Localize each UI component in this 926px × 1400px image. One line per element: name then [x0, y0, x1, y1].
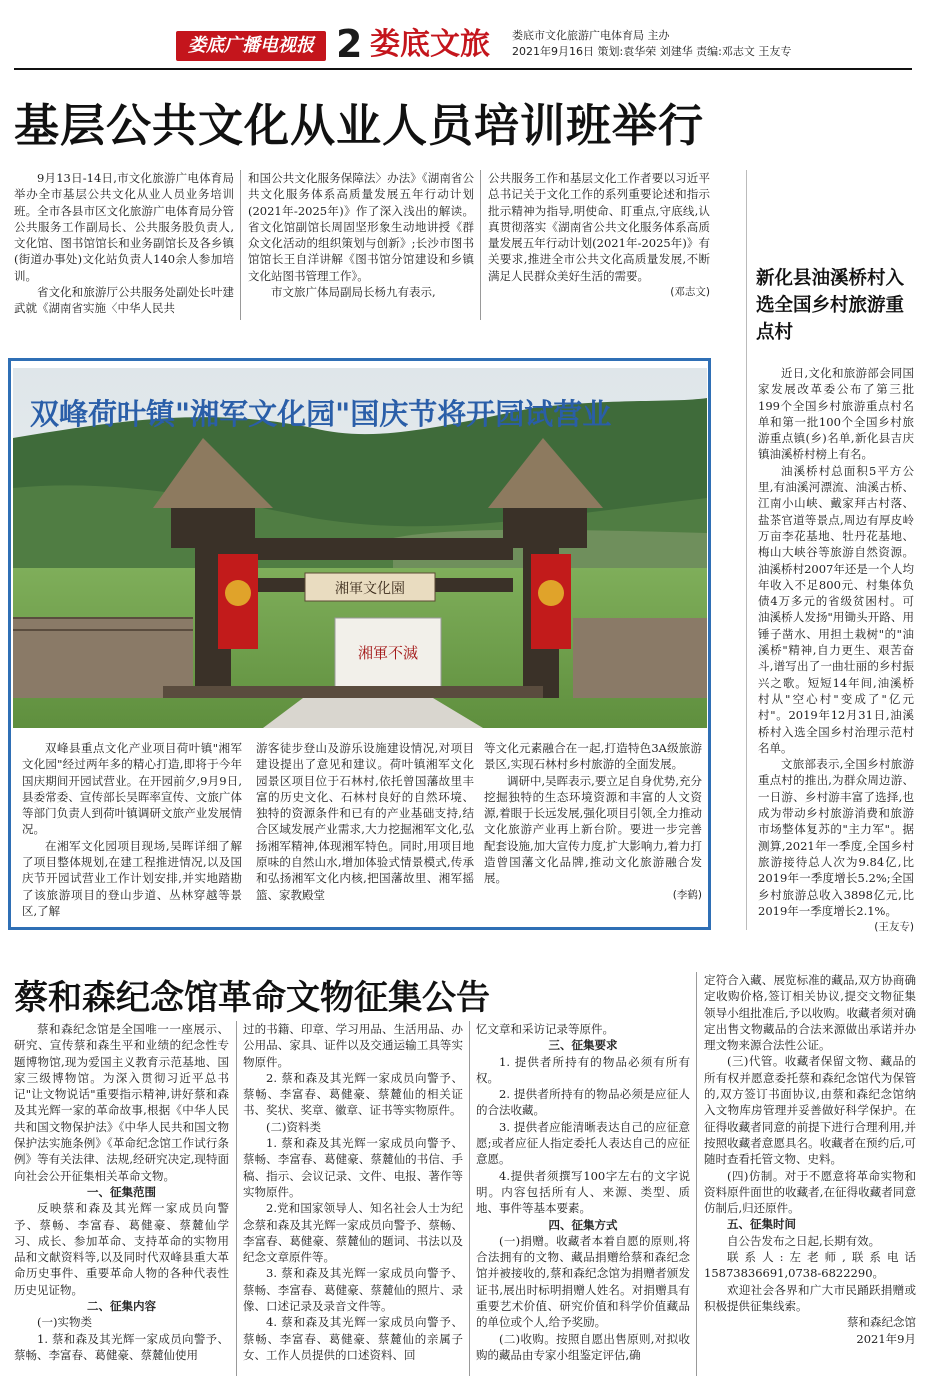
- paragraph: 在湘军文化园项目现场,吴晖详细了解了项目整体规划,在建工程推进情况,以及国庆节开园试营业工作计划安排,并实地踏勘了该旅游项目的登山步道、丛林穿越等景区,了解: [22, 838, 242, 918]
- paragraph: 2. 提供者所持有的物品必须是应征人的合法收藏。: [476, 1087, 690, 1118]
- article-headline-park: 双峰荷叶镇"湘军文化园"国庆节将开园试营业: [30, 397, 612, 431]
- signature-org: 蔡和森纪念馆: [847, 1315, 916, 1330]
- paragraph: 定符合入藏、展览标准的藏品,双方协商确定收购价格,签订相关协议,提交文物征集领导小组批准后,予以收购。收藏者须对确定出售文物藏品的合法来源做出承诺并办理文物来源合法性公证。: [704, 973, 916, 1053]
- paragraph: 1. 提供者所持有的物品必须有所有权。: [476, 1054, 690, 1085]
- paragraph: 4.提供者须撰写100字左右的文字说明。内容包括所有人、来源、类型、质地、事件等基本要素。: [476, 1168, 690, 1216]
- page-number: 2: [336, 22, 363, 66]
- article-headline-village: 新化县油溪桥村入选全国乡村旅游重点村: [756, 268, 905, 343]
- paragraph: 市文旅广体局副局长杨九有表示,: [271, 285, 436, 300]
- paragraph: 反映蔡和森及其光辉一家成员向警予、蔡畅、李富春、葛健豪、蔡麓仙学习、成长、参加革命、支持革命的实物用品和文献资料等,以及同时代双峰县重大革命历史事件、重要革命人物的各种代表性历史见证物。: [14, 1201, 229, 1297]
- article-park-col1: [22, 740, 242, 919]
- article-training-col3: [488, 170, 710, 300]
- byline: (王友专): [874, 921, 914, 934]
- article-headline-training: 基层公共文化从业人员培训班举行: [14, 99, 705, 152]
- paragraph: (四)仿制。对于不愿意将革命实物和资料原件面世的收藏者,在征得收藏者同意仿制后,归还原件。: [704, 1168, 916, 1216]
- paragraph: 1. 蔡和森及其光辉一家成员向警予、蔡畅、李富春、葛健豪、蔡麓仙的书信、手稿、指示、会议记录、文件、电报、著作等实物原件。: [243, 1136, 463, 1199]
- signature-date: 2021年9月: [856, 1331, 916, 1346]
- masthead-meta: [512, 28, 791, 60]
- paragraph: (三)代管。收藏者保留文物、藏品的所有权并愿意委托蔡和森纪念馆代为保管的,双方签订书面协议,由蔡和森纪念馆纳入文物库房管理并妥善做好科学保护。在征得收藏者同意的前提下进行合理利用,并按照收藏者意愿具名。收藏者在预约后,可随时查看托管文物、史料。: [704, 1054, 916, 1167]
- newspaper-name: 娄底广播电视报: [176, 31, 326, 61]
- paragraph: 4. 蔡和森及其光辉一家成员向警予、蔡畅、李富春、葛健豪、蔡麓仙的亲属子女、工作人员提供的口述资料、回: [243, 1315, 463, 1362]
- paragraph: 文旅部表示,全国乡村旅游重点村的推出,为群众周边游、一日游、乡村游丰富了选择,也成为带动乡村旅游消费和旅游市场整体复苏的"主力军"。据测算,2021年一季度,全国乡村旅游接待总人次为9.84亿,比2019年一季度增长5.2%;全国乡村旅游总收入3898亿元,比2019年一季度增长2.1%。: [758, 757, 914, 918]
- photo-sign-upper: 湘軍文化園: [335, 581, 405, 597]
- paragraph: (一)捐赠。收藏者本着自愿的原则,将合法拥有的文物、藏品捐赠给蔡和森纪念馆并被接收的,蔡和森纪念馆为捐赠者颁发证书,展出时标明捐赠人姓名。对捐赠具有重要艺术价值、研究价值和科学价值藏品的单位或个人,给予奖励。: [476, 1233, 690, 1330]
- column-divider: [746, 170, 747, 930]
- contact-info: 联系人:左老师,联系电话15873836691,0738-6822290。: [704, 1250, 916, 1281]
- section-heading: 五、征集时间: [727, 1217, 796, 1232]
- article-headline-museum: 蔡和森纪念馆革命文物征集公告: [14, 978, 490, 1018]
- paragraph: 3. 蔡和森及其光辉一家成员向警予、蔡畅、李富春、葛健豪、蔡麓仙的照片、录像、口述记录及录音文件等。: [243, 1266, 463, 1314]
- paragraph: 和国公共文化服务保障法〉办法》《湖南省公共文化服务体系高质量发展五年行动计划(2021年-2025年)》作了深入浅出的解读。省文化馆副馆长周固坚形象生动地讲授《群众文化活动的组织策划与创新》;长沙市图书馆馆长王自洋讲解《图书馆分馆建设和乡镇文化站图书管理工作》。: [248, 171, 474, 283]
- paragraph: 等文化元素融合在一起,打造特色3A级旅游景区,实现石林村乡村旅游的全面发展。: [484, 741, 702, 772]
- column-divider: [480, 170, 481, 320]
- paragraph: 2. 蔡和森及其光辉一家成员向警予、蔡畅、李富春、葛健豪、蔡麓仙的相关证书、奖状、奖章、徽章、证书等实物原件。: [243, 1070, 463, 1118]
- article-training-col1: [14, 170, 234, 317]
- article-museum-col3: [476, 1021, 690, 1363]
- column-divider: [240, 170, 241, 320]
- column-divider: [696, 972, 697, 1376]
- paragraph: 游客徒步登山及游乐设施建设情况,对项目建设提出了意见和建议。荷叶镇湘军文化园景区项目位于石林村,依托曾国藩故里丰富的历史文化、石林村良好的自然环境、独特的资源条件和已有的产业基础支持,结合区域发展产业需求,大力挖掘湘军文化,弘扬湘军精神,体现湘军特色。同时,用项目地原味的自然山水,增加体验式情景模式,传承和弘扬湘军文化内核,把国藩故里、湘军摇篮、家教殿堂: [256, 741, 474, 902]
- paragraph: 9月13日-14日,市文化旅游广电体育局举办全市基层公共文化从业人员业务培训班。全市各县市区文化旅游广电体育局分管公共服务工作副局长、公共服务股负责人,文化馆、图书馆馆长和业务副馆长及各乡镇(街道办事处)文化站负责人140余人参加培训。: [14, 171, 234, 283]
- column-divider: [469, 1021, 470, 1376]
- column-divider: [236, 1021, 237, 1376]
- paragraph: (一)实物类: [37, 1315, 92, 1330]
- paragraph: 双峰县重点文化产业项目荷叶镇"湘军文化园"经过两年多的精心打造,即将于今年国庆期间开园试营业。在开园前夕,9月9日,县委常委、宣传部长吴晖率宣传、文旅广体等部门负责人到荷叶镇调研文旅产业发展情况。: [22, 741, 242, 837]
- paragraph: 欢迎社会各界和广大市民踊跃捐赠或积极提供征集线索。: [704, 1282, 916, 1313]
- section-heading: 一、征集范围: [87, 1184, 156, 1199]
- photo-sign-lower: 湘軍不滅: [357, 644, 419, 662]
- paragraph: (二)收购。按照自愿出售原则,对拟收购的藏品由专家小组鉴定评估,确: [476, 1331, 690, 1362]
- article-museum-col2: [243, 1021, 463, 1363]
- article-training-col2: [248, 170, 474, 300]
- paragraph: 2.党和国家领导人、知名社会人士为纪念蔡和森及其光辉一家成员向警予、蔡畅、李富春、葛健豪、蔡麓仙的题词、书法以及纪念文章原件等。: [243, 1201, 463, 1265]
- paragraph: 油溪桥村总面积5平方公里,有油溪河漂流、油溪古桥、江南小山峡、戴家拜古村落、盐茶官道等景点,周边有厚皮岭万亩李花基地、牡丹花基地、梅山大峡谷等旅游自然资源。油溪桥村2007年还是一个人均年收入不足800元、村集体负债4万多元的省级贫困村。可油溪桥人发扬"用锄头开路、用锤子凿水、用担土栽树"的"油溪桥"精神,自力更生、艰苦奋斗,谱写出了一曲壮丽的乡村振兴之歌。短短14年间,油溪桥村从"空心村"变成了"亿元村"。2019年12月31日,油溪桥村入选全国乡村治理示范村名单。: [758, 463, 914, 755]
- byline: (李鹤): [672, 888, 702, 901]
- paragraph: 忆文章和采访记录等原件。: [476, 1022, 614, 1036]
- article-park-col3: [484, 740, 702, 903]
- article-village-body: [758, 365, 914, 935]
- masthead-date-editors: 2021年9月16日 策划:袁华荣 刘建华 责编:邓志文 王友专: [512, 45, 792, 58]
- section-heading: 二、征集内容: [87, 1299, 156, 1314]
- article-museum-col4: [704, 972, 916, 1347]
- section-heading: 四、征集方式: [548, 1217, 618, 1232]
- paragraph: (二)资料类: [266, 1119, 321, 1134]
- paragraph: 近日,文化和旅游部会同国家发展改革委公布了第三批199个全国乡村旅游重点村名单和第一批100个全国乡村旅游重点镇(乡)名单,新化县吉庆镇油溪桥村榜上有名。: [758, 366, 914, 462]
- paragraph: 3. 提供者应能清晰表达自己的应征意愿;或者应征人指定委托人表达自己的应征意愿。: [476, 1119, 690, 1167]
- paragraph: 1. 蔡和森及其光辉一家成员向警予、蔡畅、李富春、葛健豪、蔡麓仙使用: [14, 1331, 229, 1362]
- masthead-rule: [14, 68, 912, 70]
- paragraph: 蔡和森纪念馆是全国唯一一座展示、研究、宣传蔡和森生平和业绩的纪念性专题博物馆,现为爱国主义教育示范基地、国家三级博物馆。为深入贯彻习近平总书记"让文物说话"重要指示精神,讲好蔡和森及其光辉一家的革命故事,根据《中华人民共和国文物保护法》《中华人民共和国文物保护法实施条例》《革命纪念馆工作试行条例》等有关法律、法规,经研究决定,现特面向社会公开征集相关革命文物。: [14, 1022, 229, 1183]
- section-title: 娄底文旅: [370, 27, 490, 62]
- paragraph: 过的书籍、印章、学习用品、生活用品、办公用品、家具、证件以及交通运输工具等实物原件。: [243, 1022, 463, 1069]
- article-park-col2: [256, 740, 474, 903]
- paragraph: 调研中,吴晖表示,要立足自身优势,充分挖掘独特的生态环境资源和丰富的人文资源,着眼于长远发展,强化项目引领,全力推动文化旅游产业再上新台阶。要进一步完善配套设施,加大宣传力度,扩大影响力,着力打造曾国藩文化品牌,推动文化旅游融合发展。: [484, 773, 702, 886]
- byline: (邓志文): [670, 286, 710, 299]
- article-museum-col1: [14, 1021, 229, 1363]
- paragraph: 公共服务工作和基层文化工作者要以习近平总书记关于文化工作的系列重要论述和指示批示精神为指导,明使命、盯重点,守底线,认真贯彻落实《湖南省公共文化服务体系高质量发展五年行动计划(2021年-2025年)》有关要求,推进全市公共文化高质量发展,不断满足人民群众美好生活的需要。: [488, 171, 710, 283]
- paragraph: 省文化和旅游厅公共服务处副处长叶建武就《湖南省实施〈中华人民共: [14, 285, 234, 316]
- section-heading: 三、征集要求: [548, 1038, 618, 1053]
- masthead-publisher: 娄底市文化旅游广电体育局 主办: [512, 29, 670, 42]
- paragraph: 自公告发布之日起,长期有效。: [727, 1233, 881, 1248]
